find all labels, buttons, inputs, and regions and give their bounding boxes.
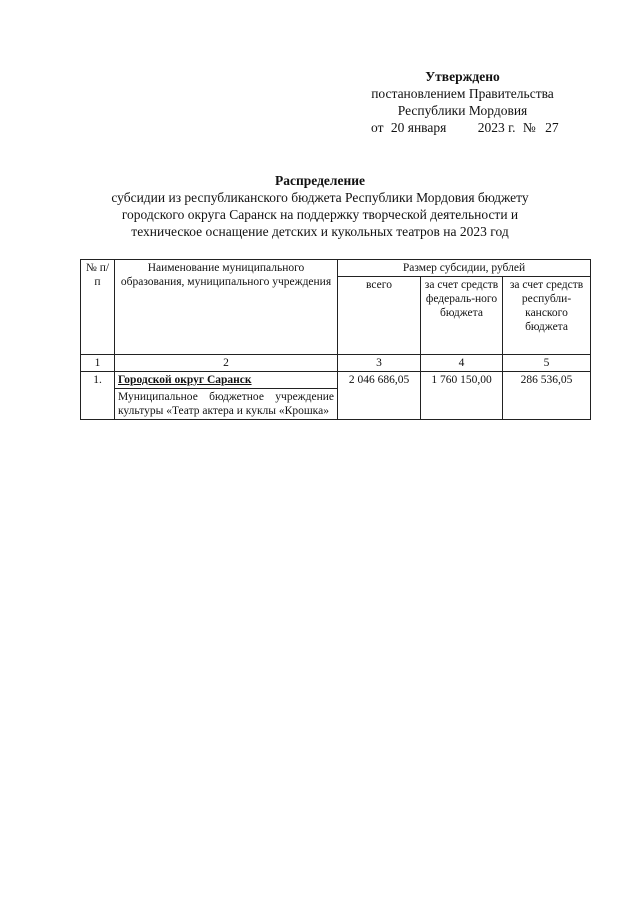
row-institution: Муниципальное бюджетное учреждение культуры «Театр актера и куклы «Крошка» bbox=[115, 389, 338, 420]
index-cell: 3 bbox=[338, 355, 421, 372]
subsidy-table bbox=[80, 259, 591, 420]
index-row bbox=[81, 355, 591, 372]
document-number: 27 bbox=[545, 120, 559, 135]
approval-stamp bbox=[355, 68, 570, 136]
approval-date-line bbox=[355, 119, 570, 136]
table-row bbox=[81, 372, 591, 389]
document-heading: Распределение bbox=[274, 173, 366, 188]
index-cell: 4 bbox=[421, 355, 503, 372]
date-prefix: от bbox=[371, 120, 384, 135]
header-federal: за счет средств федераль-ного бюджета bbox=[421, 277, 503, 355]
header-name: Наименование муниципального образования, муниципального учреждения bbox=[115, 260, 338, 355]
title-line-3: техническое оснащение детских и кукольных театров на 2023 год bbox=[131, 224, 509, 239]
header-size: Размер субсидии, рублей bbox=[338, 260, 591, 277]
document-title-block bbox=[60, 172, 580, 240]
title-line-1: субсидии из республиканского бюджета Республики Мордовия бюджету bbox=[111, 190, 529, 205]
approval-line-1: постановлением Правительства bbox=[371, 86, 554, 101]
header-total: всего bbox=[338, 277, 421, 355]
row-republican: 286 536,05 bbox=[503, 372, 591, 420]
index-cell: 1 bbox=[81, 355, 115, 372]
approval-header: Утверждено bbox=[425, 69, 500, 84]
index-cell: 2 bbox=[115, 355, 338, 372]
date-day-month: 20 января bbox=[390, 120, 447, 135]
number-sign: № bbox=[522, 120, 536, 135]
row-federal: 1 760 150,00 bbox=[421, 372, 503, 420]
approval-line-2: Республики Мордовия bbox=[397, 103, 528, 118]
date-year: 2023 г. bbox=[477, 120, 516, 135]
row-total: 2 046 686,05 bbox=[338, 372, 421, 420]
row-municipality: Городской округ Саранск bbox=[115, 372, 338, 389]
header-republican: за счет средств республи-канского бюджета bbox=[503, 277, 591, 355]
header-row-1 bbox=[81, 260, 591, 277]
row-num: 1. bbox=[81, 372, 115, 420]
index-cell: 5 bbox=[503, 355, 591, 372]
title-line-2: городского округа Саранск на поддержку творческой деятельности и bbox=[121, 207, 519, 222]
header-num: № п/п bbox=[81, 260, 115, 355]
